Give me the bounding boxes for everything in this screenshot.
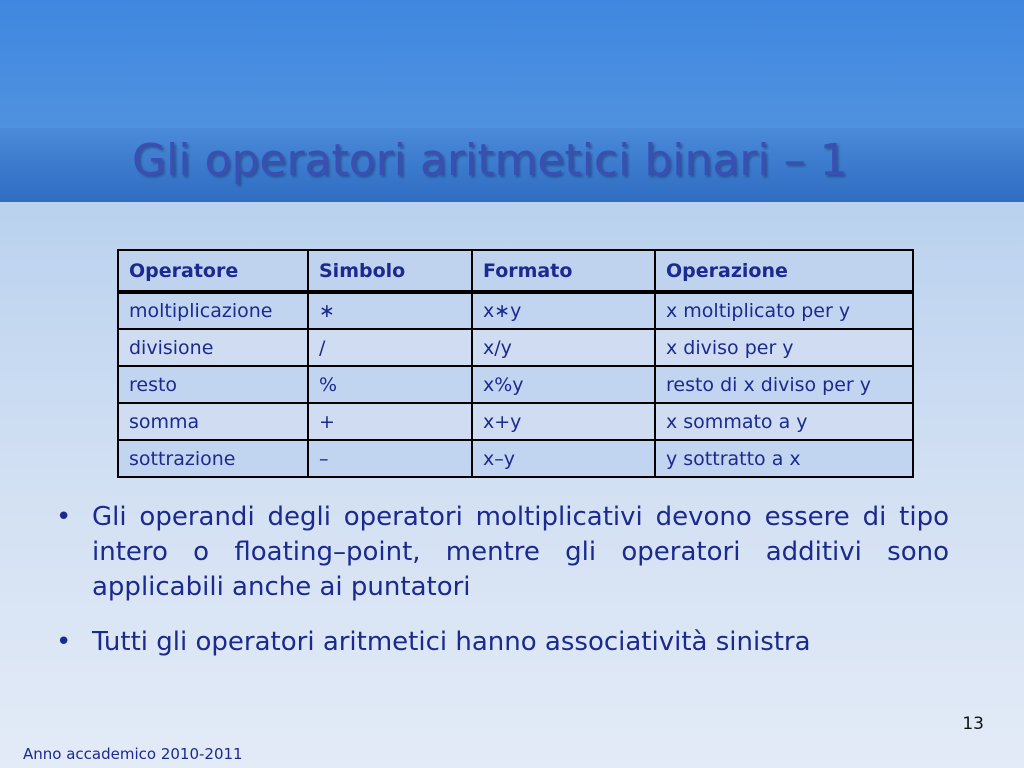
header-operatore: Operatore [118,250,308,292]
cell-operatore: moltiplicazione [118,292,308,329]
bullet-text: Tutti gli operatori aritmetici hanno associatività sinistra [92,627,811,657]
cell-simbolo: / [308,329,472,366]
header-operazione: Operazione [655,250,913,292]
bullet-marker: • [56,627,72,657]
header-formato: Formato [472,250,655,292]
cell-operazione: x diviso per y [655,329,913,366]
header-band [0,0,1024,128]
bullet-list [56,500,949,660]
cell-formato: x∗y [472,292,655,329]
footer-academic-year: Anno accademico 2010-2011 [23,745,243,763]
slide-title: Gli operatori aritmetici binari – 1 [132,135,848,186]
cell-operatore: divisione [118,329,308,366]
cell-simbolo: – [308,440,472,477]
cell-operazione: y sottratto a x [655,440,913,477]
cell-formato: x–y [472,440,655,477]
cell-operazione: x sommato a y [655,403,913,440]
bullet-marker: • [56,502,72,532]
bullet-item [56,500,949,605]
cell-operazione: x moltiplicato per y [655,292,913,329]
cell-formato: x+y [472,403,655,440]
table-header-row [118,250,913,292]
table-row [118,329,913,366]
operators-table [117,249,914,478]
cell-operatore: sottrazione [118,440,308,477]
cell-simbolo: ∗ [308,292,472,329]
cell-operazione: resto di x diviso per y [655,366,913,403]
cell-formato: x/y [472,329,655,366]
table-row [118,366,913,403]
cell-operatore: somma [118,403,308,440]
header-simbolo: Simbolo [308,250,472,292]
bullet-item [56,625,949,660]
bullet-text: Gli operandi degli operatori moltiplicativi devono essere di tipo intero o floating–point, mentre gli operatori additivi sono applicabili anche ai puntatori [92,502,949,602]
table-row [118,292,913,329]
cell-operatore: resto [118,366,308,403]
cell-simbolo: + [308,403,472,440]
page-number: 13 [962,714,984,734]
table-row [118,403,913,440]
table-row [118,440,913,477]
cell-simbolo: % [308,366,472,403]
cell-formato: x%y [472,366,655,403]
